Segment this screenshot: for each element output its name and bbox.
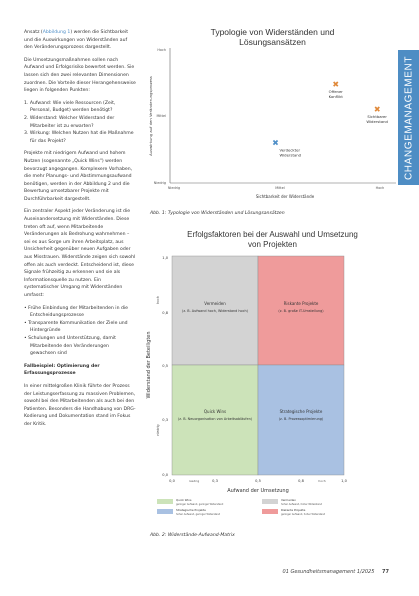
fig2-ytick: 0,5	[162, 364, 168, 368]
fig1-point-marker: ✖	[373, 104, 381, 114]
fig2-xtick: 0,5	[255, 479, 261, 483]
figure-reference-link[interactable]: Abbildung 1	[42, 30, 71, 35]
quadrant-label: (z. B. Aufwand hoch, Widerstand hoch)	[182, 309, 248, 313]
quadrant-label: Strategische Projekte	[279, 409, 323, 414]
legend-title: Strategische Projekte	[176, 508, 206, 512]
list-item: • Schulungen und Unterstützung, damit Mitarbeitende den Veränderungen gewachsen sind	[24, 335, 116, 357]
fig1-point-label: Verdeckter	[279, 147, 301, 153]
figure2-caption: Abb. 2: Widerstände-Aufwand-Matrix	[150, 533, 235, 538]
quadrant-label: Quick Wins	[203, 409, 227, 414]
fig1-point-marker: ✖	[332, 80, 340, 89]
list-item: 3. Wirkung: Welchen Nutzen hat die Maßnahme für das Projekt?	[24, 131, 134, 144]
fig2-xtick: 1,0	[341, 479, 347, 483]
list-item: • Frühe Einbindung der Mitarbeitenden in die Entscheidungsprozesse	[24, 305, 128, 319]
fig1-xtick: Hoch	[375, 186, 385, 190]
paragraph-intro: Ansatz (Abbildung 1) werden die Sichtbarkeit und die Auswirkungen von Widerständen auf den Veränderungsprozess dargestellt.	[24, 30, 128, 51]
paragraph-5: In einer mittelgroßen Klinik führte der Prozess der Leistungserfassung zu massiven Problemen, sowohl bei den Mitarbeitenden als auch bei den Patienten. Besonders die Handhabung von DRG-Kodierung und Dokumentation stand im Fokus der Kritik.	[24, 383, 136, 427]
quadrant-label: Vermeiden	[204, 301, 226, 306]
quadrant-label: (z. B. Prozessoptimierung)	[278, 417, 324, 421]
fig2-xtick: 0,0	[169, 479, 175, 483]
paragraph-3: Projekte mit niedrigem Aufwand und hohem Nutzen (sogenannte „Quick Wins") werden bevorzugt angegangen. Komplexere Vorhaben, die mehr Planungs- und Abstimmungsaufwand benötigen, werden in der Abbildung 2 und die Bewertung umsetzbarer Projekte mit Durchführbarkeit dargestellt.	[24, 151, 133, 202]
list-item: 2. Widerstand: Welcher Widerstand der Mitarbeiter ist zu erwarten?	[24, 115, 115, 129]
quadrant-label: (z. B. große IT-Umstellung)	[278, 309, 324, 313]
fig1-xlabel: Sichtbarkeit der Widerstände	[255, 194, 315, 199]
legend-title: Vermeiden	[281, 498, 297, 502]
figure1-caption: Abb. 1: Typologie von Widerständen und Lösungsansätzen	[150, 211, 285, 216]
legend-title: Quick Wins	[176, 498, 192, 502]
fig2-x-side-label: niedrig	[188, 479, 200, 483]
fig2-ytick: 0,3	[162, 418, 168, 422]
legend-swatch	[262, 509, 278, 514]
fig2-ytick: 0,0	[162, 473, 168, 477]
fig2-y-side-label: niedrig	[156, 424, 160, 436]
fig1-point-label: Offener	[328, 89, 343, 94]
fig1-point-label: Sichtbarer	[367, 113, 387, 119]
legend-desc: geringer Aufwand, hoher Widerstand	[281, 513, 326, 516]
fig1-point-label: Widerstand	[279, 152, 302, 158]
figure2-title: Erfolgsfaktoren bei der Auswahl und Umsetzung von Projekten	[187, 230, 358, 249]
legend-desc: geringer Aufwand, geringer Widerstand	[176, 503, 224, 506]
legend-desc: hoher Aufwand, hoher Widerstand	[281, 503, 322, 506]
paragraph-2: Die Umsetzungsmaßnahmen sollen nach Aufwand und Erfolgsrisiko bewertet werden. Sie lassen sich den zwei relevanten Dimensionen zuordnen. Die Vorteile dieser Herangehensweise liegen in folgenden Punkten:	[24, 57, 136, 94]
list-item: 1. Aufwand: Wie viele Ressourcen (Zeit, Personal, Budget) werden benötigt?	[24, 100, 116, 114]
page-number: 77	[382, 569, 389, 575]
page-footer	[283, 569, 389, 575]
fig1-ylabel: Auswirkung auf den Veränderungsprozess	[148, 76, 153, 156]
legend-swatch	[157, 509, 173, 514]
list-item: • Transparente Kommunikation der Ziele und Hintergründe	[24, 320, 128, 334]
quadrant-label: (z. B. Neuorganisation von Arbeitsabläufen)	[177, 417, 253, 421]
fig2-x-side-label: hoch	[318, 479, 326, 483]
fig1-point-marker: ✖	[272, 138, 279, 148]
fig2-xtick: 0,8	[298, 479, 304, 483]
legend-desc: hoher Aufwand, geringer Widerstand	[176, 513, 221, 516]
fig2-xlabel: Aufwand der Umsetzung	[227, 488, 289, 494]
fig1-xtick: Mittel	[275, 186, 285, 190]
fig1-xtick: Niedrig	[167, 186, 181, 190]
legend-swatch	[262, 499, 278, 504]
fig2-y-side-label: hoch	[156, 296, 160, 304]
journal-name: 01 Gesundheitsmanagement 1/2025	[282, 569, 375, 575]
fig1-ytick: Niedrig	[153, 181, 166, 185]
paragraph-4: Ein zentraler Aspekt jeder Veränderung ist die Auseinandersetzung mit Widerständen. Diese treten oft auf, wenn Mitarbeitende Veränderungen als Bedrohung wahrnehmen – sei es aus Sorge um ihren Arbeitsplatz, aus Unsicherheit gegenüber neuen Aufgaben oder aus Misstrauen. Widerstände zeigen sich sowohl offen als auch verdeckt. Entscheidend ist, diese Signale frühzeitig zu erkennen und sie als Informationsquelle zu nutzen. Ein systematischer Umgang mit Widerständen umfasst:	[24, 209, 136, 298]
fig2-ylabel: Widerstand der Beteiligten	[146, 331, 152, 399]
legend-swatch	[157, 499, 173, 504]
fig2-xtick: 0,3	[212, 479, 218, 483]
fig1-ytick: Mittel	[156, 114, 166, 118]
legend-title: Riskante Projekte	[281, 508, 306, 512]
quadrant-label: Riskante Projekte	[283, 301, 319, 306]
fig2-ytick: 0,8	[162, 311, 168, 315]
fig1-point-label: Konflikt	[328, 94, 343, 99]
case-study-heading: Fallbeispiel: Optimierung der Erfassungsprozesse	[24, 363, 100, 377]
fig1-point-label: Widerstand	[366, 118, 388, 124]
fig1-ytick: Hoch	[157, 48, 166, 52]
fig2-ytick: 1,0	[162, 256, 168, 260]
section-tab-label: CHANGEMANAGEMENT	[403, 55, 414, 180]
figure1-title: Typologie von Widerständen und Lösungsansätzen	[210, 27, 335, 47]
